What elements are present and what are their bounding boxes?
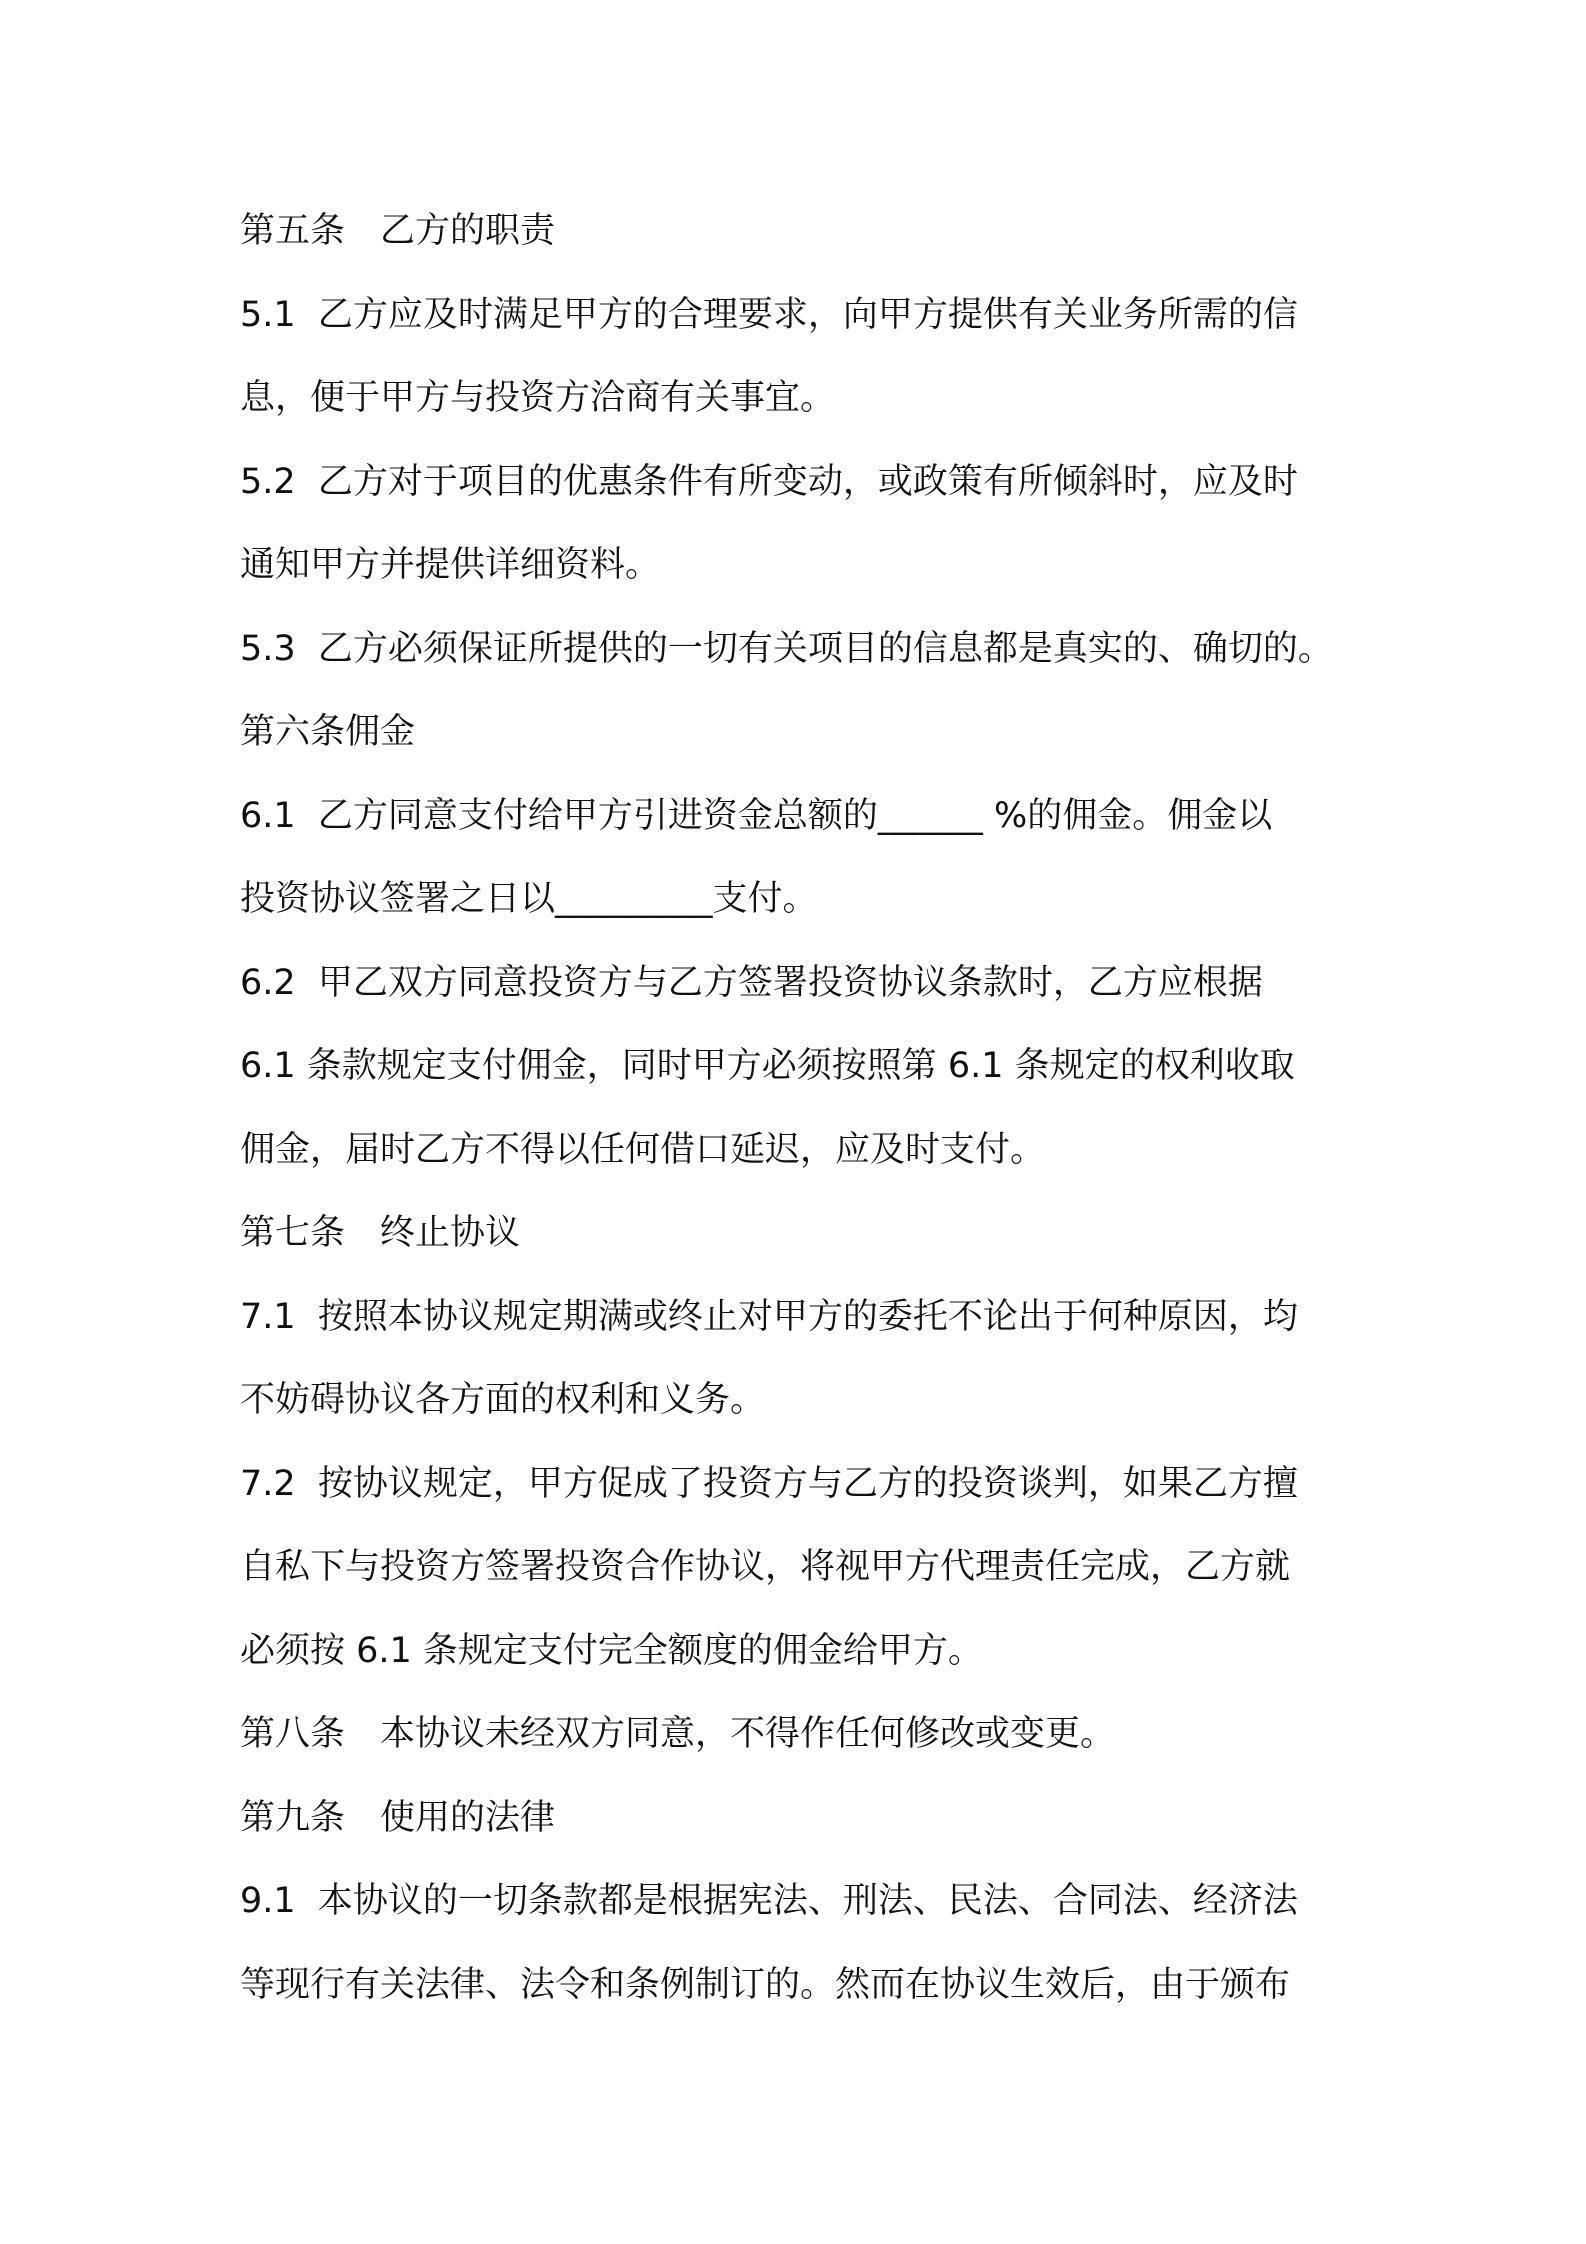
clause-7-1-line-2: 不妨碍协议各方面的权利和义务。 bbox=[240, 1380, 766, 1420]
clause-6-1-line-1: 6.1 乙方同意支付给甲方引进资金总额的______ %的佣金。佣金以 bbox=[240, 795, 1273, 836]
clause-7-2-line-3: 必须按 6.1 条规定支付完全额度的佣金给甲方。 bbox=[240, 1630, 983, 1671]
clause-7-2-line-1: 7.2 按协议规定，甲方促成了投资方与乙方的投资谈判，如果乙方擅 bbox=[240, 1463, 1298, 1504]
clause-7-1-line-1: 7.1 按照本协议规定期满或终止对甲方的委托不论出于何种原因，均 bbox=[240, 1296, 1298, 1337]
clause-9-1-line-1: 9.1 本协议的一切条款都是根据宪法、刑法、民法、合同法、经济法 bbox=[240, 1881, 1298, 1921]
clause-6-2-line-3: 佣金，届时乙方不得以任何借口延迟，应及时支付。 bbox=[240, 1129, 1046, 1170]
clause-6-1-line-2: 投资协议签署之日以_________支付。 bbox=[240, 879, 818, 919]
heading-article-8: 第八条 本协议未经双方同意，不得作任何修改或变更。 bbox=[240, 1714, 1116, 1754]
heading-article-9: 第九条 使用的法律 bbox=[240, 1797, 556, 1838]
clause-5-2-line-2: 通知甲方并提供详细资料。 bbox=[240, 545, 661, 585]
heading-article-5: 第五条 乙方的职责 bbox=[240, 211, 556, 251]
document-body bbox=[240, 190, 1370, 2027]
clause-6-2-line-2: 6.1 条款规定支付佣金，同时甲方必须按照第 6.1 条规定的权利收取 bbox=[240, 1046, 1295, 1086]
heading-article-7: 第七条 终止协议 bbox=[240, 1213, 521, 1253]
clause-5-3: 5.3 乙方必须保证所提供的一切有关项目的信息都是真实的、确切的。 bbox=[240, 628, 1333, 669]
heading-article-6: 第六条佣金 bbox=[240, 712, 416, 752]
clause-6-2-line-1: 6.2 甲乙双方同意投资方与乙方签署投资协议条款时，乙方应根据 bbox=[240, 962, 1263, 1003]
clause-5-1-line-2: 息，便于甲方与投资方洽商有关事宜。 bbox=[240, 378, 836, 418]
clause-7-2-line-2: 自私下与投资方签署投资合作协议，将视甲方代理责任完成，乙方就 bbox=[240, 1547, 1291, 1587]
clause-5-1-line-1: 5.1 乙方应及时满足甲方的合理要求，向甲方提供有关业务所需的信 bbox=[240, 294, 1298, 335]
clause-5-2-line-1: 5.2 乙方对于项目的优惠条件有所变动，或政策有所倾斜时，应及时 bbox=[240, 461, 1298, 502]
clause-9-1-line-2: 等现行有关法律、法令和条例制订的。然而在协议生效后，由于颁布 bbox=[240, 1964, 1291, 2005]
